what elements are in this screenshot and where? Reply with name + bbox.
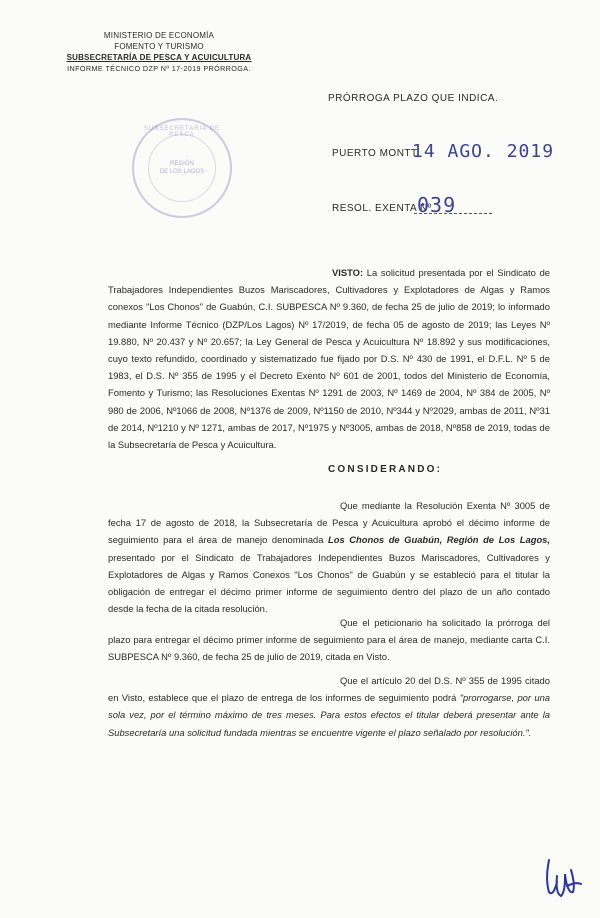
issue-date: 14 AGO. 2019 (412, 141, 555, 162)
considerando-paragraph-1 (108, 497, 550, 617)
report-reference: INFORME TÉCNICO DZP Nº 17-2019 PRÓRROGA. (67, 64, 251, 73)
stamp-center-text (134, 160, 230, 176)
considerando-3-text: Que el artículo 20 del D.S. Nº 355 de 1995 citado en Visto, establece que el plazo de entrega de los informes de seguimiento podrá (108, 675, 550, 704)
letterhead (0, 30, 318, 74)
initials-signature (543, 856, 583, 900)
visto-text: La solicitud presentada por el Sindicato de Trabajadores Independientes Buzos Mariscadores, Cultivadores y Explotadores de Algas y Ramos conexos "Los Chonos" de Guabún, C.I. SUBPESCA Nº 9.360, de fecha 25 de julio de 2019; lo informado mediante Informe Técnico (DZP/Los Lagos) Nº 17/2019, de fecha 05 de agosto de 2019; las Leyes Nº 19.880, Nº 20.437 y Nº 20.657; la Ley General de Pesca y Acuicultura Nº 18.892 y sus modificaciones, cuyo texto refundido, coordinado y sistematizado fue fijado por D.S. Nº 430 de 1991, el D.F.L. Nº 5 de 1983, el D.S. Nº 355 de 1995 y el Decreto Exento Nº 601 de 2001, todos del Ministerio de Economía, Fomento y Turismo; las Resoluciones Exentas Nº 1291 de 2003, Nº 1469 de 2004, Nº 384 de 2005, Nº 980 de 2006, Nº1066 de 2008, Nº1376 de 2009, Nº1150 de 2010, Nº344 y Nº2029, ambas de 2011, Nº31 de 2014, Nº1210 y Nº 1271, ambas de 2017, Nº1975 y Nº3005, ambas de 2018, Nº858 de 2019, todas de la Subsecretaría de Pesca y Acuicultura. (108, 267, 550, 451)
ministry-name: MINISTERIO DE ECONOMÍA (103, 31, 215, 40)
considerando-1-text-a: Que mediante la Resolución Exenta Nº 3005 de fecha 17 de agosto de 2018, la Subsecretaría de Pesca y Acuicultura aprobó el décimo informe de seguimiento para el área de manejo denominada (108, 500, 550, 546)
stamp-line-2: DE LOS LAGOS (159, 169, 205, 175)
visto-label: VISTO: (332, 267, 364, 278)
considerando-paragraph-2: Que el peticionario ha solicitado la prórroga del plazo para entregar el décimo primer informe de seguimiento para el área de manejo, mediante carta C.I. SUBPESCA Nº 9.360, de fecha 25 de julio de 2019, citada en Visto. (108, 617, 550, 663)
resolution-number: 039 (417, 193, 457, 217)
regulation-quote: "prorrogarse, por una sola vez, por el término máximo de tres meses. Para estos efectos el titular deberá presentar ante la Subsecretaría una solicitud fundada mientras se encuentre vigente el plazo señalado por resolución.". (108, 692, 550, 738)
considerando-paragraph-3 (108, 672, 550, 741)
considerando-1-text-b: presentado por el Sindicato de Trabajadores Independientes Buzos Mariscadores, Cultivadores y Explotadores de Algas y Ramos Conexos "Los Chonos" de Guabún y se estableció para el titular la obligación de entregar el décimo primer informe de seguimiento dentro del plazo de un año contado desde la fecha de la citada resolución. (108, 551, 550, 615)
ministry-subtitle: FOMENTO Y TURISMO (114, 42, 204, 51)
area-name: Los Chonos de Guabún, Región de Los Lagos, (328, 534, 551, 546)
resolution-label: RESOL. EXENTA Nº (332, 203, 432, 214)
place-label: PUERTO MONTT, (332, 148, 420, 159)
official-stamp (132, 118, 232, 218)
subsecretaria-name: SUBSECRETARÍA DE PESCA Y ACUICULTURA (66, 53, 252, 62)
stamp-line-1: REGIÓN (170, 161, 194, 167)
considerando-heading: CONSIDERANDO: (328, 464, 443, 475)
stamp-ring-text: SUBSECRETARIA DE PESCA (144, 126, 220, 138)
document-subject: PRÓRROGA PLAZO QUE INDICA. (328, 93, 499, 104)
visto-section (108, 264, 550, 453)
